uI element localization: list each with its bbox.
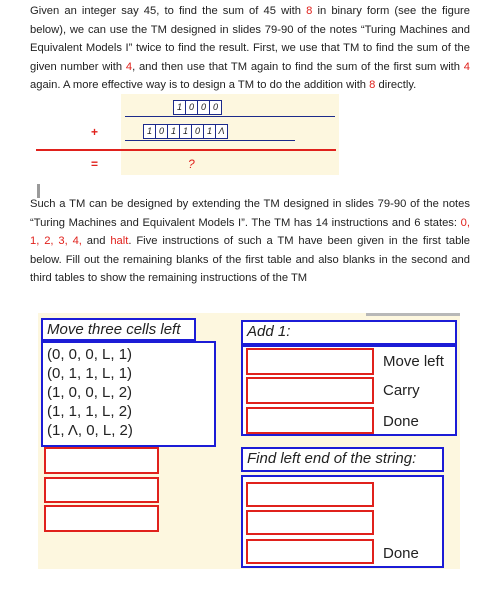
paragraph-text: again. A more effective way is to design a TM to do the addition with	[30, 79, 370, 92]
instruction-row: (0, 1, 1, L, 1)	[47, 365, 133, 382]
paragraph-text: and	[81, 235, 111, 248]
tape-cell: 0	[192, 125, 204, 138]
highlighted-text: halt	[110, 235, 129, 248]
highlighted-text: 8	[306, 5, 313, 17]
table1-blank-3[interactable]	[44, 505, 159, 532]
tape-cell: 1	[180, 125, 192, 138]
table2-header: Add 1:	[241, 320, 457, 345]
label-carry: Carry	[383, 382, 420, 399]
table2-blank-1[interactable]	[246, 348, 374, 375]
tape-cell: 1	[174, 101, 186, 114]
top-tape	[173, 100, 222, 115]
tape-cell: 0	[198, 101, 210, 114]
paragraph-text: . Five instructions of such a TM have been given in the first table below. Fill out the remaining blanks of the first table and also blanks in the second and third tables to show the remaining instructions of the TM	[30, 235, 470, 285]
highlighted-text: 8	[369, 79, 376, 92]
instruction-row: (1, 1, 1, L, 2)	[47, 403, 133, 420]
sum-line	[36, 149, 336, 151]
instruction-list	[47, 345, 133, 440]
tape-cell: 1	[168, 125, 180, 138]
tape-cell: 0	[212, 102, 218, 112]
equals-sign: =	[91, 157, 99, 171]
table1-instructions	[41, 341, 216, 447]
bottom-tape	[143, 124, 228, 139]
paragraph-text: , and then use that TM again to find the sum of the first sum with	[132, 60, 464, 73]
table3-header: Find left end of the string:	[241, 447, 444, 472]
tape-cell: 0	[186, 101, 198, 114]
result-unknown: ?	[188, 157, 195, 171]
label-done-2: Done	[383, 545, 419, 562]
figure-top-line	[125, 116, 335, 117]
instruction-row: (1, 0, 0, L, 2)	[47, 384, 133, 401]
highlighted-text: 4	[125, 60, 133, 73]
table2-blank-3[interactable]	[246, 407, 374, 434]
label-done: Done	[383, 413, 419, 430]
table2-blank-2[interactable]	[246, 377, 374, 404]
plus-sign: +	[91, 125, 99, 139]
binary-addition-figure	[91, 94, 339, 175]
paragraph-text: Given an integer say 45, to find the sum of 45 with	[30, 5, 307, 17]
tape-cell: Λ	[218, 126, 225, 136]
task-paragraph	[30, 195, 470, 288]
highlighted-text: 0, 1, 2, 3, 4,	[30, 216, 470, 248]
paragraph-text: Such a TM can be designed by extending the TM designed in slides 79-90 of the notes “Turing Machines and Equivalent Models I”. The TM has 14 instructions and 6 states:	[30, 198, 470, 229]
tape-cell: 1	[144, 125, 156, 138]
table3-blank-1[interactable]	[246, 482, 374, 507]
table3-blank-3[interactable]	[246, 539, 374, 564]
table3-body	[241, 475, 444, 568]
paragraph-text: in binary form (see the figure below), we can use the TM designed in slides 79-90 of the notes “Turing Machines and Equivalent Models I” twice to find the result. First, we use that TM to find the sum of the given number with	[30, 5, 470, 73]
table2-body	[241, 345, 457, 436]
paragraph-text: directly.	[375, 79, 417, 92]
table1-blank-1[interactable]	[44, 447, 159, 474]
table1-header: Move three cells left	[41, 318, 196, 341]
tape-cell: 1	[204, 125, 216, 138]
instruction-row: (1, Λ, 0, L, 2)	[47, 422, 133, 439]
label-move-left: Move left	[383, 353, 444, 370]
intro-paragraph	[30, 2, 470, 95]
instruction-row: (0, 0, 0, L, 1)	[47, 346, 133, 363]
table3-blank-2[interactable]	[246, 510, 374, 535]
highlighted-text: 4	[463, 60, 471, 73]
figure-middle-line	[125, 140, 295, 141]
panel-top-bar	[366, 313, 460, 316]
table1-blank-2[interactable]	[44, 477, 159, 503]
tape-cell: 0	[156, 125, 168, 138]
